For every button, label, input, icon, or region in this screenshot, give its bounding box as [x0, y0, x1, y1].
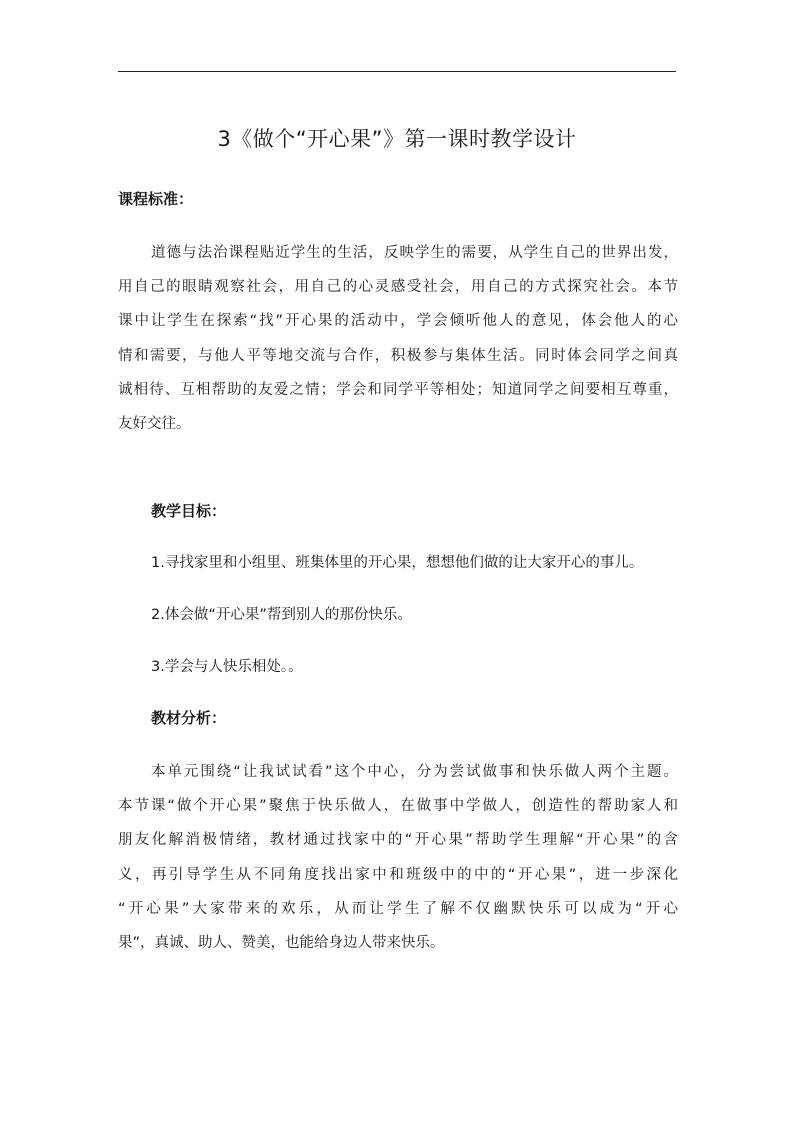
- paragraph-line: 情和需要，与他人平等地交流与合作，积极参与集体生活。同时体会同学之间真: [118, 347, 678, 364]
- goal-item: 3.学会与人快乐相处。。: [151, 659, 303, 675]
- paragraph-line: 道德与法治课程贴近学生的生活，反映学生的需要，从学生自己的世界出发，: [151, 245, 678, 261]
- paragraph-line: 诚相待、互相帮助的友爱之情；学会和同学平等相处；知道同学之间要相互尊重，: [118, 381, 678, 398]
- paragraph-line: 本单元围绕“让我试试看”这个中心，分为尝试做事和快乐做人两个主题。: [151, 764, 678, 780]
- paragraph-line: 义，再引导学生从不同角度找出家中和班级中的中的“开心果”，进一步深化: [118, 866, 678, 883]
- document-title: 3《做个“开心果”》第一课时教学设计: [217, 127, 577, 151]
- paragraph-line: “开心果”大家带来的欢乐，从而让学生了解不仅幽默快乐可以成为“开心: [118, 900, 678, 917]
- paragraph-line: 用自己的眼睛观察社会，用自己的心灵感受社会，用自己的方式探究社会。本节: [118, 279, 678, 296]
- paragraph-line: 本节课“做个开心果”聚焦于快乐做人，在做事中学做人，创造性的帮助家人和: [118, 798, 678, 815]
- goal-item: 2.体会做“开心果”帮到别人的那份快乐。: [151, 607, 412, 623]
- paragraph-line: 果”，真诚、助人、赞美，也能给身边人带来快乐。: [118, 934, 445, 951]
- paragraph-line: 课中让学生在探索“找”开心果的活动中，学会倾听他人的意见，体会他人的心: [118, 313, 678, 330]
- textbook-analysis-paragraph: [118, 755, 678, 960]
- section-heading-teaching-goals: 教学目标：: [151, 502, 227, 520]
- section-heading-curriculum-standard: 课程标准：: [118, 190, 194, 208]
- paragraph-line: 朋友化解消极情绪，教材通过找家中的“开心果”帮助学生理解“开心果”的含: [118, 832, 678, 849]
- section-heading-textbook-analysis: 教材分析：: [151, 709, 227, 727]
- goal-item: 1.寻找家里和小组里、班集体里的开心果，想想他们做的让大家开心的事儿。: [151, 555, 644, 571]
- paragraph-line: 友好交往。: [118, 415, 191, 432]
- curriculum-standard-paragraph: [118, 236, 678, 441]
- header-rule: [118, 71, 676, 72]
